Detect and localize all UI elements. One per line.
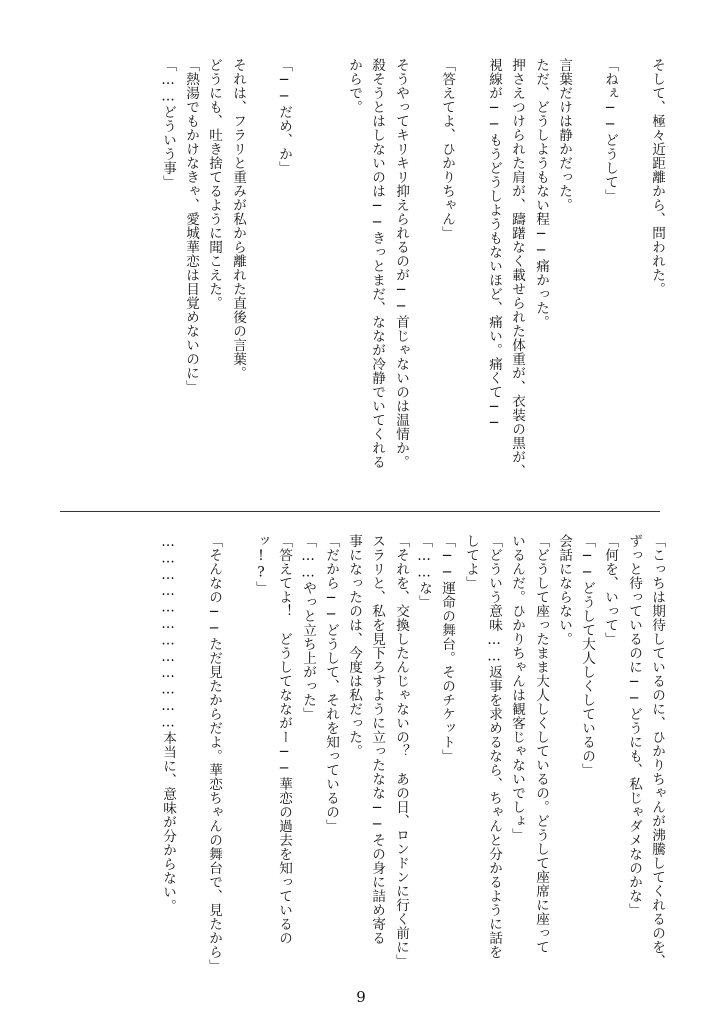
text-line: 「それを、交換したんじゃないの？ あの日、ロンドンに行く前に」 bbox=[393, 534, 409, 968]
text-line: 「熱湯でもかけなきゃ、愛城華恋は目覚めないのに」 bbox=[183, 58, 199, 394]
text-line: 「こっちは期待しているのに、ひかりちゃんが沸騰してくれるのを、 bbox=[649, 534, 665, 968]
text-line: 「答えてよ、ひかりちゃん」 bbox=[439, 58, 455, 240]
text-line: 「……な」 bbox=[416, 534, 432, 609]
text-line: 「──どうして大人しくしているの」 bbox=[579, 534, 595, 777]
section-divider bbox=[60, 511, 660, 512]
text-line: 「──だめ、か」 bbox=[276, 58, 292, 175]
text-line: 「どうして座ったまま大人しくしているの。どうして座席に座って bbox=[533, 534, 549, 954]
text-line: 視線が──もうどうしようもないほど、痛い。痛くて── bbox=[486, 58, 502, 432]
text-line: 押さえつけられた肩が、躊躇なく載せられた体重が、衣装の黒が、 bbox=[509, 58, 525, 478]
text-line: ただ、どうしようもない程──痛かった。 bbox=[533, 58, 549, 329]
text-line: いるんだ。ひかりちゃんは観客じゃないでしょ」 bbox=[509, 534, 525, 842]
text-line: してよ」 bbox=[463, 534, 479, 590]
text-line: 殺そうとはしないのは──きっとまだ、ななが冷静でいてくれる bbox=[369, 58, 385, 469]
page-number: 9 bbox=[356, 988, 366, 1006]
text-line: 会話にならない。 bbox=[556, 534, 572, 646]
text-line: 「どういう意味……返事を求めるなら、ちゃんと分かるように話を bbox=[486, 534, 502, 959]
text-line: 「……やっと立ち上がった」 bbox=[300, 534, 316, 721]
text-line: それは、フラリと重みが私から離れた直後の言葉。 bbox=[230, 58, 246, 380]
text-line: ………………………………本当に、意味が分からない。 bbox=[160, 534, 176, 913]
text-line: そうやってキリキリ抑えられるのが──首じゃないのは温情か。 bbox=[393, 58, 409, 469]
text-line: 「──運命の舞台。そのチケット」 bbox=[439, 534, 455, 763]
text-line: 「何を、いって」 bbox=[602, 534, 618, 646]
text-line: そして、極々近距離から、問われた。 bbox=[649, 58, 665, 296]
text-line: 「だから──どうして、それを知っているの」 bbox=[323, 534, 339, 833]
text-line: ずっと待っているのに──どうにも、私じゃダメなのかな」 bbox=[626, 534, 642, 917]
text-line: どうにも、吐き捨てるように聞こえた。 bbox=[206, 58, 222, 310]
text-line: スラリと、私を見下ろすように立ったなな──その身に詰め寄る bbox=[369, 534, 385, 945]
text-line: 言葉だけは静かだった。 bbox=[556, 58, 572, 212]
text-line: 「そんなの──ただ見たからだよ。華恋ちゃんの舞台で、見たから」 bbox=[206, 534, 222, 973]
text-line: 「答えてよ！ どうしてなながー──華恋の過去を知っているの bbox=[276, 534, 292, 945]
text-line: 事になったのは、今度は私だった。 bbox=[346, 534, 362, 758]
text-line: からで。 bbox=[346, 58, 362, 114]
text-line: 「ねぇ──どうして」 bbox=[602, 58, 618, 203]
text-line: ッ!?」 bbox=[253, 534, 269, 595]
text-line: 「……どういう事」 bbox=[160, 58, 176, 189]
